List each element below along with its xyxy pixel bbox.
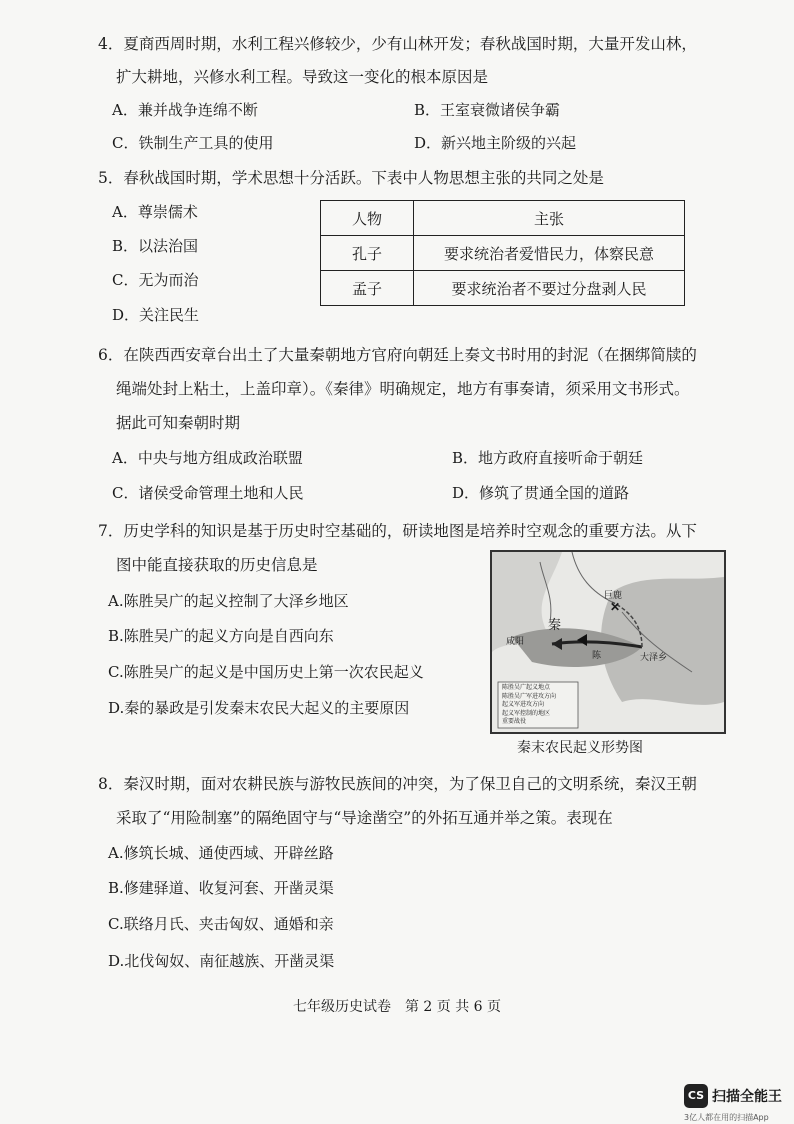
table-row xyxy=(321,236,685,271)
battle-marker-icon: ✕ xyxy=(610,600,621,614)
legend-item: 陈胜吴广起义地点 xyxy=(502,684,551,691)
q7-option-d: D.秦的暴政是引发秦末农民大起义的主要原因 xyxy=(108,699,410,717)
q7-option-c: C.陈胜吴广的起义是中国历史上第一次农民起义 xyxy=(108,663,424,681)
table-header-row xyxy=(321,201,685,236)
q4-stem-line2: 扩大耕地，兴修水利工程。导致这一变化的根本原因是 xyxy=(116,68,489,86)
table-header-claim: 主张 xyxy=(414,201,685,236)
q5-table xyxy=(320,200,685,306)
q5-option-c: C．无为而治 xyxy=(112,271,199,289)
q5-option-a: A．尊崇儒术 xyxy=(112,203,198,221)
map-label-julu: 巨鹿 xyxy=(604,591,623,601)
camscanner-logo-icon: CS xyxy=(684,1084,708,1108)
q6-option-b: B．地方政府直接听命于朝廷 xyxy=(452,449,644,467)
q6-stem-line3: 据此可知秦朝时期 xyxy=(116,414,241,432)
q8-stem-line2: 采取了“用险制塞”的隔绝固守与“导途凿空”的外拓互通并举之策。表现在 xyxy=(116,809,613,827)
table-row xyxy=(321,271,685,306)
map-label-chen: 陈 xyxy=(592,651,602,661)
legend-item: 重要战役 xyxy=(502,718,527,725)
q6-option-c: C．诸侯受命管理土地和人民 xyxy=(112,484,304,502)
q4-stem-line1: 4．夏商西周时期，水利工程兴修较少，少有山林开发；春秋战国时期，大量开发山林， xyxy=(98,35,697,53)
q4-option-c: C．铁制生产工具的使用 xyxy=(112,134,274,152)
legend-item: 陈胜吴广军进攻方向 xyxy=(502,692,557,700)
table-cell-person: 孟子 xyxy=(321,271,414,306)
watermark-app-name: 扫描全能王 xyxy=(712,1089,782,1105)
q8-option-b: B.修建驿道、收复河套、开凿灵渠 xyxy=(108,879,334,897)
q6-option-a: A．中央与地方组成政治联盟 xyxy=(112,449,303,467)
map-caption: 秦末农民起义形势图 xyxy=(517,740,643,756)
map-label-qin: 秦 xyxy=(548,618,562,633)
legend-item: 起义军进攻方向 xyxy=(502,701,545,708)
q5-stem-line1: 5．春秋战国时期，学术思想十分活跃。下表中人物思想主张的共同之处是 xyxy=(98,169,604,187)
map-label-dazexiang: 大泽乡 xyxy=(640,653,668,663)
map-label-xianyang: 咸阳 xyxy=(506,637,525,647)
q8-option-d: D.北伐匈奴、南征越族、开凿灵渠 xyxy=(108,952,335,970)
map-legend xyxy=(502,684,556,727)
q7-option-a: A.陈胜吴广的起义控制了大泽乡地区 xyxy=(108,592,349,610)
q4-option-a: A．兼并战争连绵不断 xyxy=(112,101,258,119)
q5-option-d: D．关注民生 xyxy=(112,306,200,324)
q6-option-d: D．修筑了贯通全国的道路 xyxy=(452,484,630,502)
q4-option-b: B．王室衰微诸侯争霸 xyxy=(414,101,561,119)
q4-option-d: D．新兴地主阶级的兴起 xyxy=(414,134,577,152)
q8-stem-line1: 8．秦汉时期，面对农耕民族与游牧民族间的冲突，为了保卫自己的文明系统，秦汉王朝 xyxy=(98,775,697,793)
qin-uprising-map xyxy=(490,550,726,734)
page-footer: 七年级历史试卷 第 2 页 共 6 页 xyxy=(292,999,502,1015)
watermark-tagline: 3亿人都在用的扫描App xyxy=(684,1113,769,1122)
table-cell-claim: 要求统治者爱惜民力，体察民意 xyxy=(414,236,685,271)
q6-stem-line1: 6．在陕西西安章台出土了大量秦朝地方官府向朝廷上奏文书时用的封泥（在捆绑简牍的 xyxy=(98,346,697,364)
q7-option-b: B.陈胜吴广的起义方向是自西向东 xyxy=(108,627,334,645)
q5-option-b: B．以法治国 xyxy=(112,237,199,255)
table-cell-person: 孔子 xyxy=(321,236,414,271)
table-header-person: 人物 xyxy=(321,201,414,236)
q7-stem-line2: 图中能直接获取的历史信息是 xyxy=(116,556,318,574)
q6-stem-line2: 绳端处封上粘土，上盖印章）。《秦律》明确规定，地方有事奏请，须采用文书形式。 xyxy=(116,380,690,398)
q7-stem-line1: 7．历史学科的知识是基于历史时空基础的，研读地图是培养时空观念的重要方法。从下 xyxy=(98,522,697,540)
q8-option-a: A.修筑长城、通使西域、开辟丝路 xyxy=(108,844,334,862)
q8-option-c: C.联络月氏、夹击匈奴、通婚和亲 xyxy=(108,915,334,933)
table-cell-claim: 要求统治者不要过分盘剥人民 xyxy=(414,271,685,306)
legend-item: 起义军控制的地区 xyxy=(502,709,551,717)
